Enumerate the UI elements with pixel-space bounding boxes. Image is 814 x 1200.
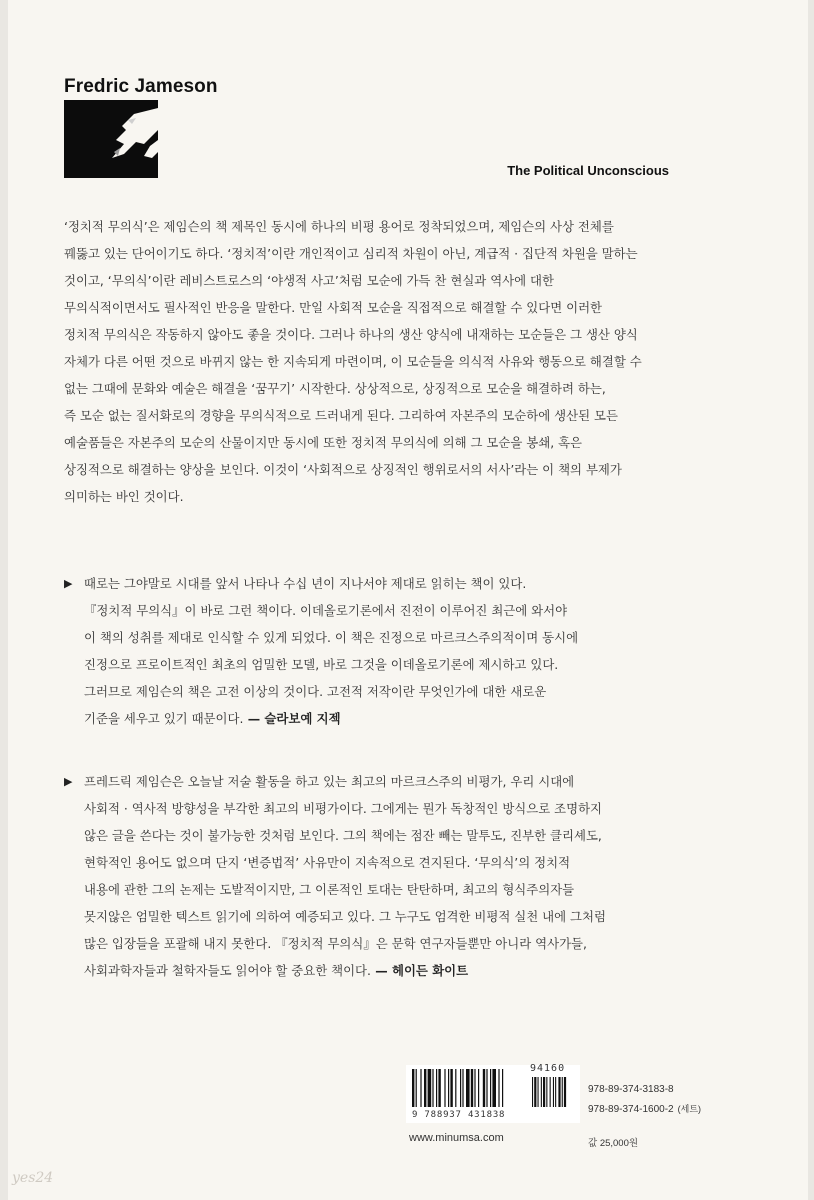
- quote-attribution: — 슬라보예 지젝: [243, 711, 341, 726]
- intro-paragraph: [64, 213, 684, 510]
- quote-line: 현학적인 용어도 없으며 단지 ‘변증법적’ 사유만이 지속적으로 견지된다. ‘무의식’의 정치적: [84, 855, 571, 870]
- quote-line-last: [64, 957, 704, 984]
- quote-text: 사회과학자들과 철학자들도 읽어야 할 중요한 책이다.: [84, 963, 371, 978]
- quote-line: 진정으로 프로이트적인 최초의 엄밀한 모델, 바로 그것을 이데올로기론에 제시하고 있다.: [84, 657, 559, 672]
- quote-line: 『정치적 무의식』이 바로 그런 책이다. 이데올로기론에서 진전이 이루어진 최근에 와서야: [84, 603, 568, 618]
- quote-line: 그러므로 제임슨의 책은 고전 이상의 것이다. 고전적 저작이란 무엇인가에 대한 새로운: [84, 684, 547, 699]
- intro-line: 예술품들은 자본주의 모순의 산물이지만 동시에 또한 정치적 무의식에 의해 그 모순을 봉쇄, 혹은: [64, 435, 583, 450]
- quote-white: [64, 768, 704, 984]
- intro-line: 것이고, ‘무의식’이란 레비스트로스의 ‘야생적 사고’처럼 모순에 가득 찬 현실과 역사에 대한: [64, 273, 554, 288]
- barcode-digits: 9 788937 431838: [412, 1110, 506, 1120]
- intro-line: 상징적으로 해결하는 양상을 보인다. 이것이 ‘사회적으로 상징적인 행위로서의 서사’라는 이 책의 부제가: [64, 462, 622, 477]
- quote-line: 못지않은 엄밀한 텍스트 읽기에 의하여 예증되고 있다. 그 누구도 엄격한 비평적 실천 내에 그처럼: [84, 909, 606, 924]
- isbn-number: 978-89-374-3183-8: [588, 1084, 674, 1095]
- quote-line: 이 책의 성취를 제대로 인식할 수 있게 되었다. 이 책은 진정으로 마르크스주의적이며 동시에: [84, 630, 579, 645]
- barcode-addon-number: 94160: [530, 1063, 566, 1074]
- quote-attribution: — 헤이든 화이트: [370, 963, 469, 978]
- yes24-watermark: yes24: [12, 1170, 54, 1186]
- intro-line: 정치적 무의식은 작동하지 않아도 좋을 것이다. 그러나 하나의 생산 양식에 내재하는 모순들은 그 생산 양식: [64, 327, 638, 342]
- quote-line: 사회적 · 역사적 방향성을 부각한 최고의 비평가이다. 그에게는 뭔가 독창적인 방식으로 조명하지: [84, 801, 603, 816]
- quote-zizek: [64, 570, 704, 732]
- cover-artwork-image: [64, 100, 158, 178]
- publisher-website: www.minumsa.com: [409, 1132, 504, 1144]
- intro-line: 꿰뚫고 있는 단어이기도 하다. ‘정치적’이란 개인적이고 심리적 차원이 아닌, 계급적 · 집단적 차원을 말하는: [64, 246, 638, 261]
- intro-line: 의미하는 바인 것이다.: [64, 489, 184, 504]
- quote-line-last: [64, 705, 704, 732]
- intro-line: 없는 그때에 문화와 예술은 해결을 ‘꿈꾸기’ 시작한다. 상상적으로, 상징적으로 모순을 해결하려 하는,: [64, 381, 606, 396]
- isbn-set-note: (세트): [677, 1104, 702, 1114]
- price-label: 값 25,000원: [588, 1138, 639, 1149]
- quote-line: 때로는 그야말로 시대를 앞서 나타나 수십 년이 지나서야 제대로 읽히는 책이 있다.: [84, 576, 527, 591]
- isbn-set-value: 978-89-374-1600-2: [588, 1104, 674, 1115]
- author-name: Fredric Jameson: [64, 76, 218, 97]
- book-title: The Political Unconscious: [507, 163, 669, 178]
- quote-line: 내용에 관한 그의 논제는 도발적이지만, 그 이론적인 토대는 탄탄하며, 최고의 형식주의자들: [84, 882, 575, 897]
- quote-line: 않은 글을 쓴다는 것이 불가능한 것처럼 보인다. 그의 책에는 점잔 빼는 말투도, 진부한 클리셰도,: [84, 828, 602, 843]
- isbn-set-number: [588, 1102, 701, 1115]
- quote-line: 많은 입장들을 포괄해 내지 못한다. 『정치적 무의식』은 문학 연구자들뿐만 아니라 역사가들,: [84, 936, 587, 951]
- quote-text: 기준을 세우고 있기 때문이다.: [84, 711, 244, 726]
- intro-line: 자체가 다른 어떤 것으로 바뀌지 않는 한 지속되게 마련이며, 이 모순들을 의식적 사유와 행동으로 해결할 수: [64, 354, 642, 369]
- back-cover: [8, 0, 808, 1200]
- intro-line: 무의식적이면서도 필사적인 반응을 말한다. 만일 사회적 모순을 직접적으로 해결할 수 있다면 이러한: [64, 300, 603, 315]
- bullet-arrow-icon: ▶: [64, 577, 73, 590]
- intro-line: ‘정치적 무의식’은 제임슨의 책 제목인 동시에 하나의 비평 용어로 정착되었으며, 제임슨의 사상 전체를: [64, 219, 614, 234]
- quote-line: 프레드릭 제임슨은 오늘날 저술 활동을 하고 있는 최고의 마르크스주의 비평가, 우리 시대에: [84, 774, 575, 789]
- intro-line: 즉 모순 없는 질서화로의 경향을 무의식적으로 드러내게 된다. 그리하여 자본주의 모순하에 생산된 모든: [64, 408, 618, 423]
- bullet-arrow-icon: ▶: [64, 775, 73, 788]
